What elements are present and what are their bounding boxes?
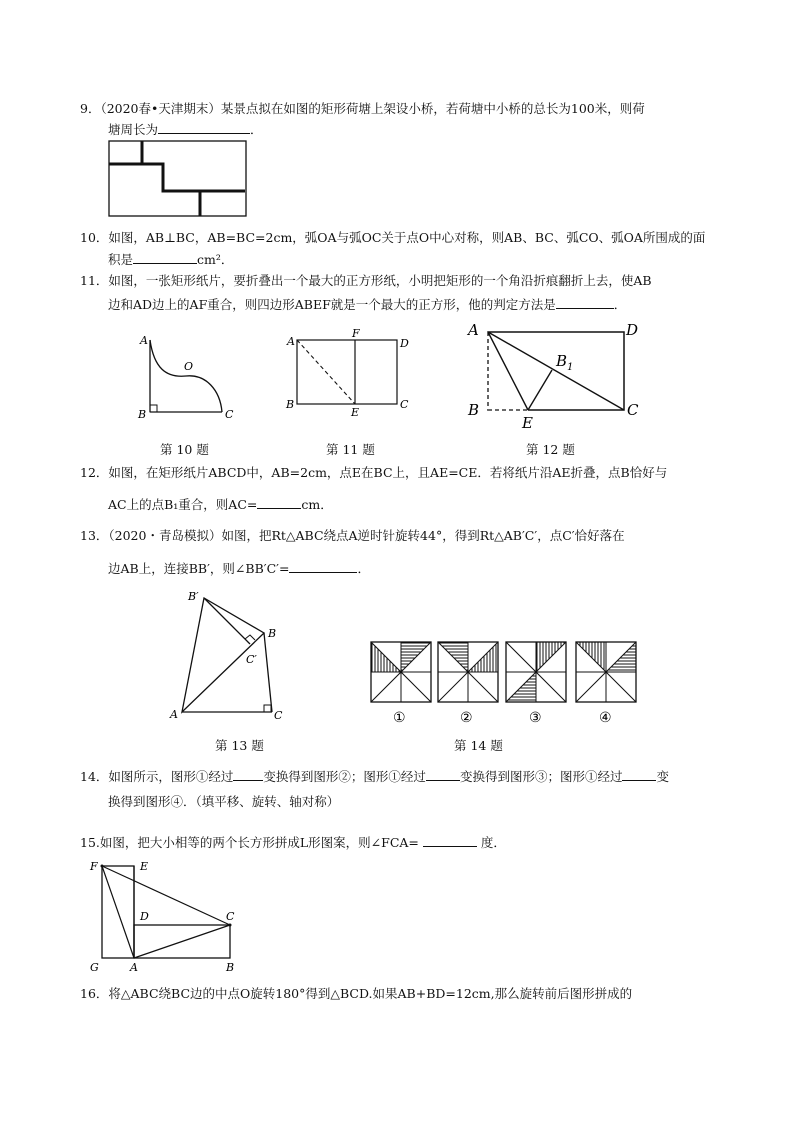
q14-blank-1[interactable]	[233, 768, 263, 781]
q11-answer-blank[interactable]	[556, 296, 614, 309]
q9-line2	[108, 121, 263, 138]
fig13-label-c: C	[274, 709, 283, 722]
fig14-square-2	[438, 642, 498, 702]
q9-line1: 9．（2020春•天津期末）某景点拟在如图的矩形荷塘上架设小桥，若荷塘中小桥的总长为100米，则荷	[80, 101, 645, 116]
q12-line2	[108, 496, 333, 513]
q14-line2: 换得到图形④．（填平移、旋转、轴对称）	[108, 794, 340, 809]
q9-figure	[108, 140, 248, 218]
fig15-label-e: E	[140, 860, 149, 873]
q13-answer-blank[interactable]	[289, 560, 357, 573]
fig10-label-o: O	[184, 360, 194, 373]
q10-text-b: cm²．	[197, 252, 234, 267]
fig12-label-d: D	[626, 321, 639, 339]
fig14-square-1	[371, 642, 431, 702]
fig12-label-e: E	[522, 414, 533, 432]
fig11-caption: 第 11 题	[326, 442, 375, 457]
fig15-label-a: A	[130, 961, 138, 974]
q13-text-a: 边AB上，连接BB′，则∠BB′C′=	[108, 561, 290, 576]
fig10-diagram	[130, 330, 240, 420]
q12-answer-blank[interactable]	[257, 496, 301, 509]
q9-answer-blank[interactable]	[158, 121, 250, 134]
fig12-diagram	[464, 318, 654, 433]
fig13-label-bp: B′	[188, 590, 199, 603]
fig14-number-3: ③	[529, 710, 542, 726]
fig14-caption: 第 14 题	[454, 738, 503, 753]
fig11-label-d: D	[400, 337, 409, 350]
q14-blank-2[interactable]	[426, 768, 460, 781]
fig10-arc	[150, 340, 222, 412]
fig10-caption: 第 10 题	[160, 442, 209, 457]
q12-line1: 12．如图，在矩形纸片ABCD中，AB=2cm，点E在BC上，且AE=CE．若将纸片沿AE折叠，点B恰好与	[80, 465, 668, 480]
fig15-diagram	[86, 858, 246, 976]
fig13-label-b: B	[268, 627, 277, 640]
q12-text-b: cm．	[301, 497, 333, 512]
fig11-label-a: A	[287, 335, 295, 348]
q13-line1: 13．（2020・青岛模拟）如图，把Rt△ABC绕点A逆时针旋转44°，得到Rt△AB′C′，点C′恰好落在	[80, 528, 625, 543]
q15-text-a: 15.如图，把大小相等的两个长方形拼成L形图案，则∠FCA=	[80, 835, 419, 850]
q10-line2	[108, 251, 233, 268]
fig13-label-a: A	[170, 708, 178, 721]
fig12-label-a: A	[468, 321, 479, 339]
fig15-label-b: B	[226, 961, 235, 974]
fig14-number-2: ②	[460, 710, 473, 726]
fig11-diagram	[285, 327, 415, 419]
q12-text-a: AC上的点B₁重合，则AC=	[108, 497, 258, 512]
fig11-label-c: C	[400, 398, 409, 411]
fig10-label-a: A	[140, 334, 148, 347]
fig13-caption: 第 13 题	[215, 738, 264, 753]
fig12-label-b: B	[468, 401, 480, 419]
q15-text-b: 度．	[480, 835, 506, 850]
q14-text-b: 变换得到图形②；图形①经过	[263, 769, 426, 784]
q10-line1: 10．如图，AB⊥BC，AB=BC=2cm，弧OA与弧OC关于点O中心对称，则AB、BC、弧CO、弧OA所围成的面	[80, 230, 706, 245]
fig12-label-c: C	[627, 401, 639, 419]
fig15-label-d: D	[140, 910, 149, 923]
fig14-square-4	[576, 642, 636, 702]
q14-text-a: 14．如图所示，图形①经过	[80, 769, 234, 784]
fig10-label-b: B	[138, 408, 147, 421]
q14-text-c: 变换得到图形③；图形①经过	[459, 769, 623, 784]
q10-answer-blank[interactable]	[133, 251, 197, 264]
fig14-number-1: ①	[393, 710, 406, 726]
bridge-horizontal	[109, 164, 245, 191]
fig13-diagram	[168, 588, 298, 728]
q11-text-b: ．	[613, 297, 627, 312]
fig15-label-c: C	[226, 910, 235, 923]
q13-line2	[108, 560, 370, 577]
q11-line1: 11．如图，一张矩形纸片，要折叠出一个最大的正方形纸，小明把矩形的一个角沿折痕翻折上去，使AB	[80, 273, 652, 288]
q15-line1	[80, 834, 506, 851]
q14-line1	[80, 768, 669, 785]
fig15-label-f: F	[90, 860, 98, 873]
q9-text-a: 塘周长为	[108, 122, 159, 137]
fig12-caption: 第 12 题	[526, 442, 575, 457]
fig10-label-c: C	[225, 408, 234, 421]
pond-rectangle	[109, 141, 246, 216]
fig11-label-b: B	[286, 398, 295, 411]
q9-text-b: ．	[250, 122, 263, 137]
fig14-square-3	[506, 642, 566, 702]
q11-line2	[108, 296, 626, 313]
fig11-label-e: E	[351, 406, 360, 419]
fig11-label-f: F	[352, 327, 360, 340]
fig15-label-g: G	[90, 961, 99, 974]
q15-answer-blank[interactable]	[423, 834, 477, 847]
q13-text-b: ．	[357, 561, 370, 576]
q16-line1: 16．将△ABC绕BC边的中点O旋转180°得到△BCD.如果AB+BD=12cm,那么旋转前后图形拼成的	[80, 986, 633, 1001]
fig14-number-4: ④	[599, 710, 612, 726]
fig14-diagram	[366, 640, 646, 730]
fig13-label-cp: C′	[246, 653, 257, 666]
fig12-label-b1-sub: 1	[567, 362, 574, 373]
q10-text-a: 积是	[108, 252, 134, 267]
q11-text-a: 边和AD边上的AF重合，则四边形ABEF就是一个最大的正方形，他的判定方法是	[108, 297, 556, 312]
fig12-label-b1: B	[556, 352, 568, 370]
q14-blank-3[interactable]	[622, 768, 656, 781]
q14-text-d: 变	[656, 769, 669, 784]
fig11-fold-line	[297, 340, 355, 404]
